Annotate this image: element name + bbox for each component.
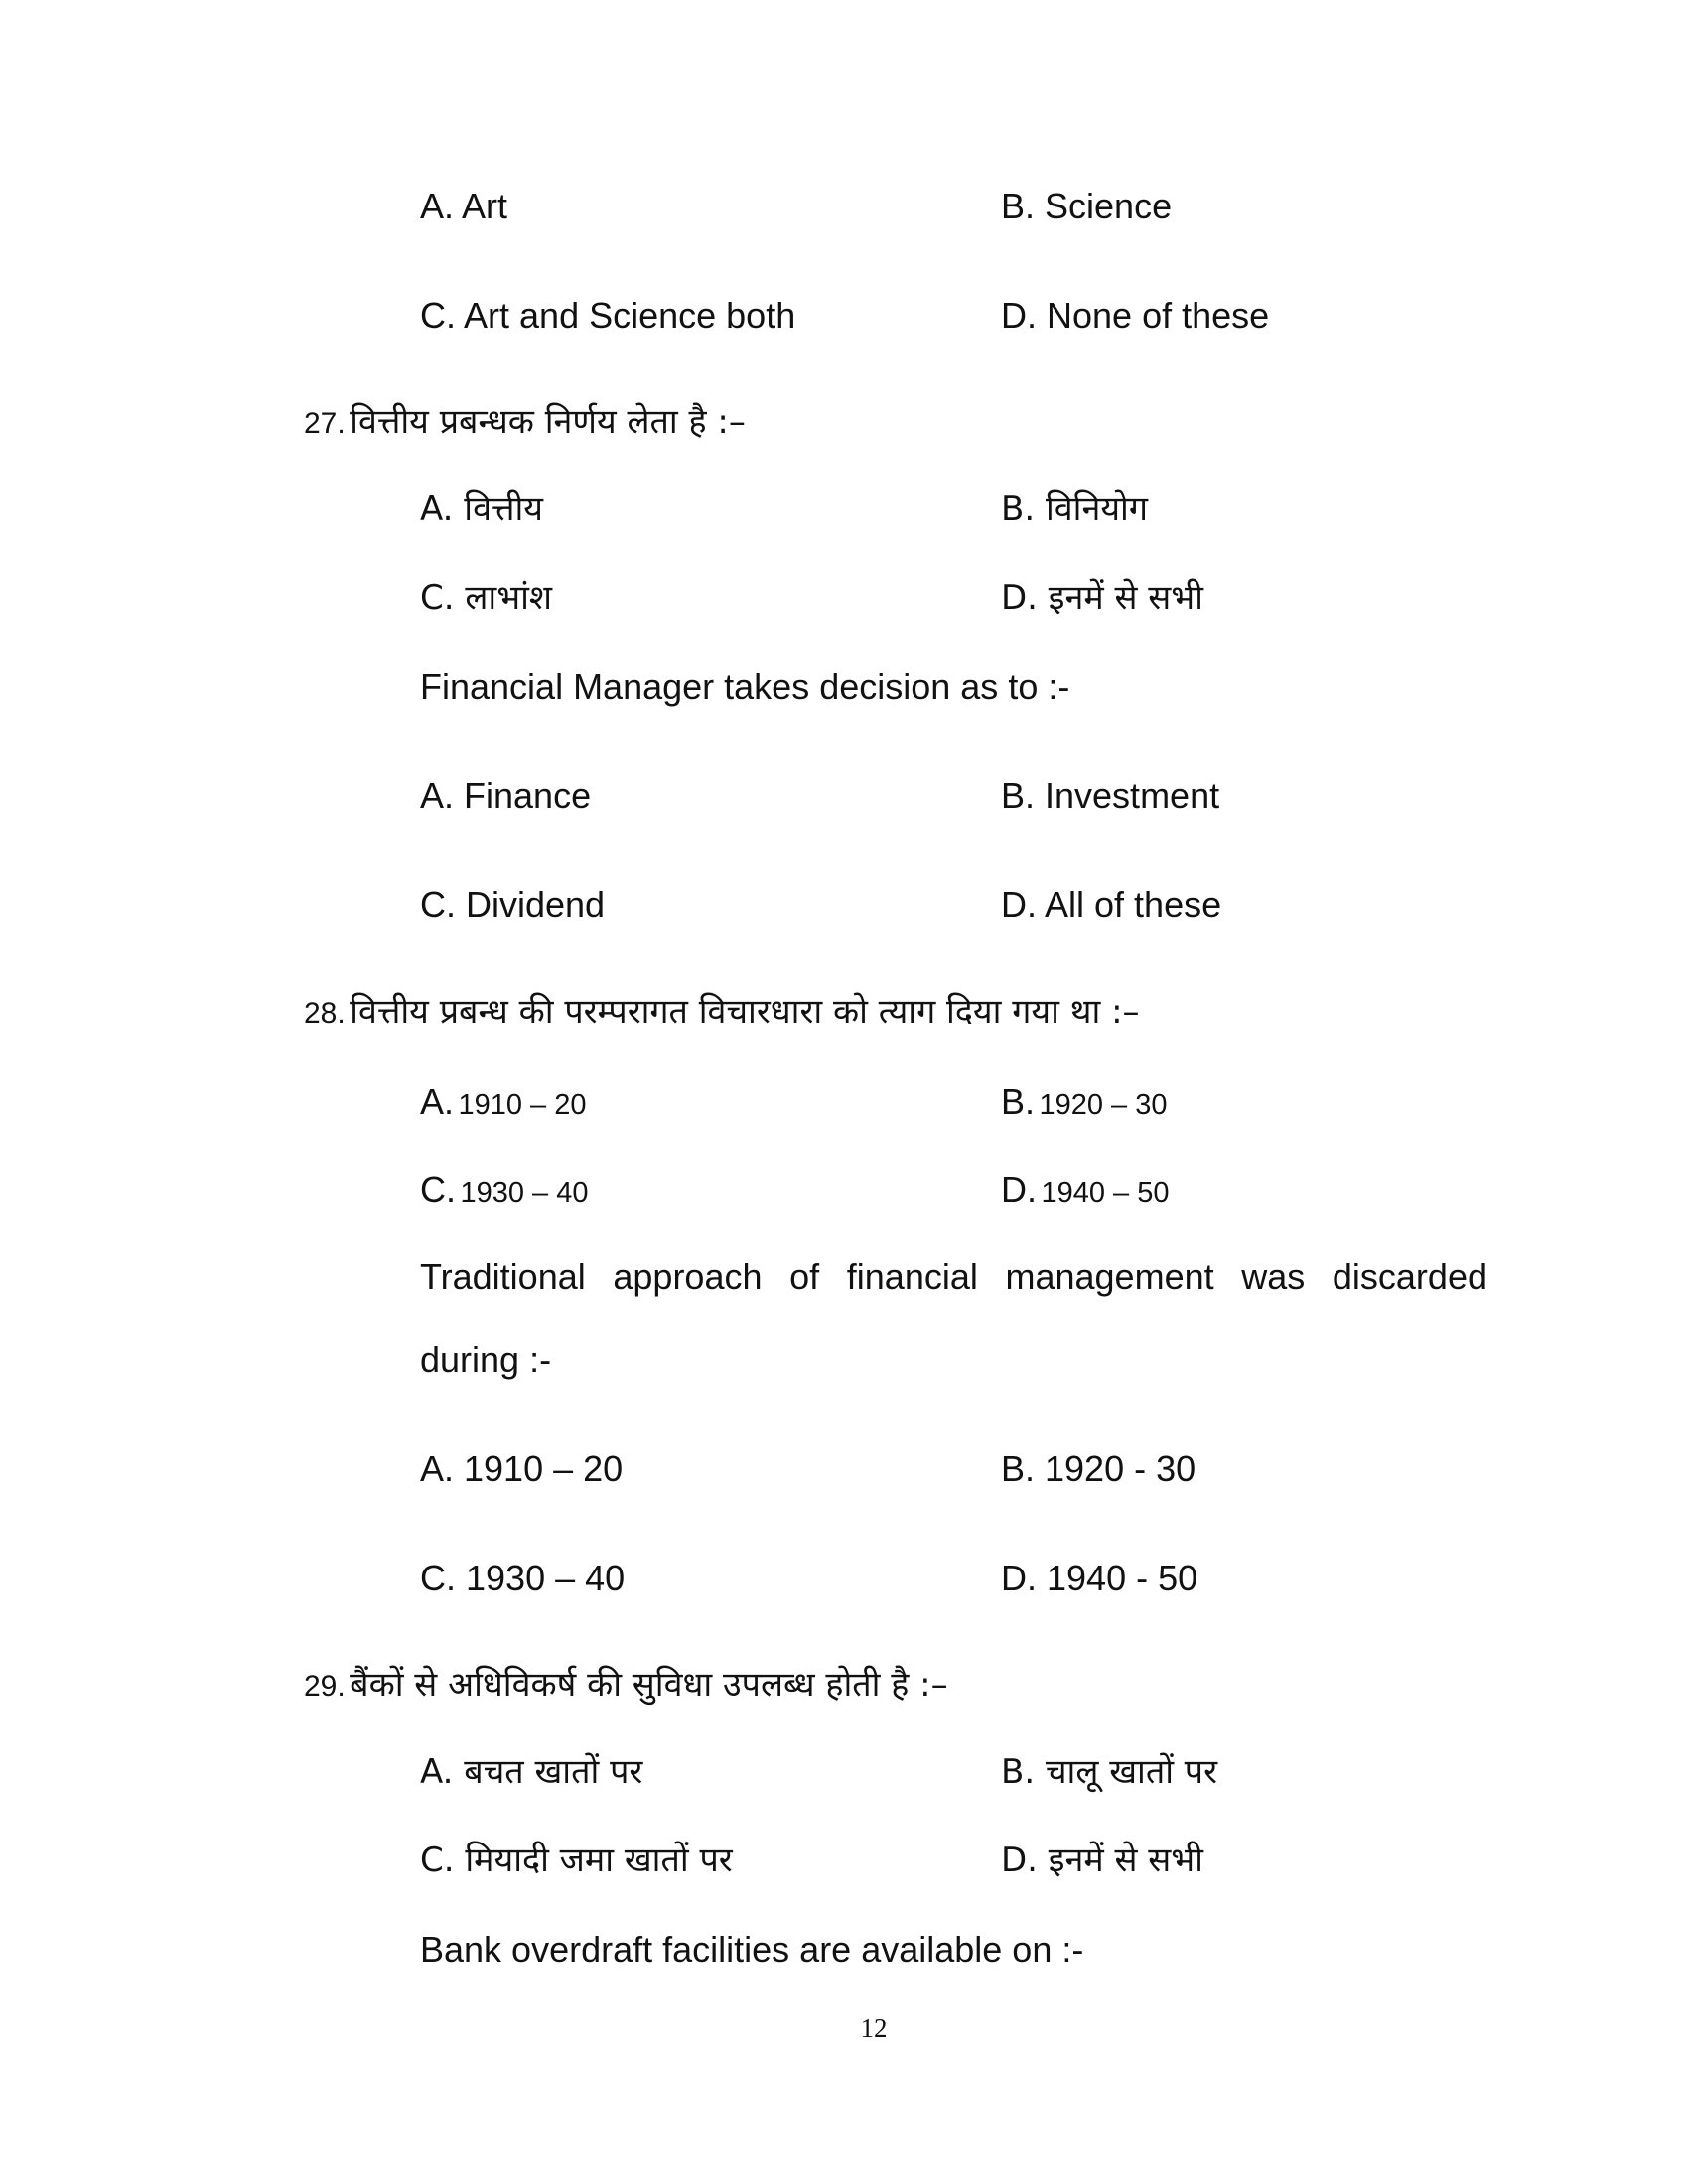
q29-question-en: Bank overdraft facilities are available on :- [420, 1929, 1084, 1970]
q28-option-hi-a-value: 1910 – 20 [458, 1089, 587, 1121]
q27-option-en-d: D. All of these [1001, 885, 1222, 925]
q27-question-hi-text: वित्तीय प्रबन्धक निर्णय लेता है :– [350, 402, 746, 442]
q26-option-b: B. Science [1001, 186, 1173, 226]
q28-option-en-a: A. 1910 – 20 [420, 1448, 624, 1489]
q28-option-hi-c [420, 1169, 589, 1210]
q28-option-hi-b-value: 1920 – 30 [1039, 1089, 1168, 1121]
q29-option-hi-a: A. बचत खातों पर [420, 1752, 643, 1792]
q28-question-hi [304, 992, 1140, 1031]
q28-option-hi-a [420, 1081, 587, 1122]
q27-question-hi [304, 402, 746, 442]
q28-option-hi-c-value: 1930 – 40 [460, 1177, 589, 1209]
q27-number: 27. [304, 407, 346, 440]
q28-option-hi-d-label: D. [1001, 1169, 1037, 1210]
q27-option-hi-c: C. लाभांश [420, 578, 553, 617]
q27-option-en-c: C. Dividend [420, 885, 606, 925]
q27-option-en-a: A. Finance [420, 775, 592, 816]
q26-option-c: C. Art and Science both [420, 295, 796, 336]
q28-option-en-c: C. 1930 – 40 [420, 1558, 626, 1598]
q28-question-en-line2: during :- [420, 1339, 552, 1380]
page-number: 12 [860, 2013, 888, 2043]
q29-option-hi-b: B. चालू खातों पर [1001, 1752, 1218, 1792]
q28-question-hi-text: वित्तीय प्रबन्ध की परम्परागत विचारधारा को त्याग दिया गया था :– [350, 992, 1140, 1031]
q28-option-hi-b-label: B. [1001, 1081, 1036, 1122]
q28-option-en-d: D. 1940 - 50 [1001, 1558, 1198, 1598]
q28-option-hi-d [1001, 1169, 1170, 1210]
q29-number: 29. [304, 1670, 346, 1703]
q27-question-en: Financial Manager takes decision as to :- [420, 666, 1070, 707]
q28-number: 28. [304, 997, 346, 1029]
q27-option-hi-a: A. वित्तीय [420, 489, 544, 529]
q27-option-hi-d: D. इनमें से सभी [1001, 578, 1203, 617]
q28-option-hi-a-label: A. [420, 1081, 455, 1122]
q29-question-hi [304, 1665, 948, 1705]
q29-option-hi-c: C. मियादी जमा खातों पर [420, 1841, 733, 1880]
q28-option-en-b: B. 1920 - 30 [1001, 1448, 1196, 1489]
q29-option-hi-d: D. इनमें से सभी [1001, 1841, 1203, 1880]
q26-option-d: D. None of these [1001, 295, 1270, 336]
q28-option-hi-d-value: 1940 – 50 [1041, 1177, 1170, 1209]
q27-option-hi-b: B. विनियोग [1001, 489, 1148, 529]
q29-question-hi-text: बैंकों से अधिविकर्ष की सुविधा उपलब्ध होती है :– [350, 1665, 948, 1705]
q28-option-hi-b [1001, 1081, 1168, 1122]
q28-option-hi-c-label: C. [420, 1169, 456, 1210]
q28-question-en-line1: Traditional approach of financial management was discarded [420, 1256, 1487, 1297]
q26-option-a: A. Art [420, 186, 508, 226]
q27-option-en-b: B. Investment [1001, 775, 1220, 816]
